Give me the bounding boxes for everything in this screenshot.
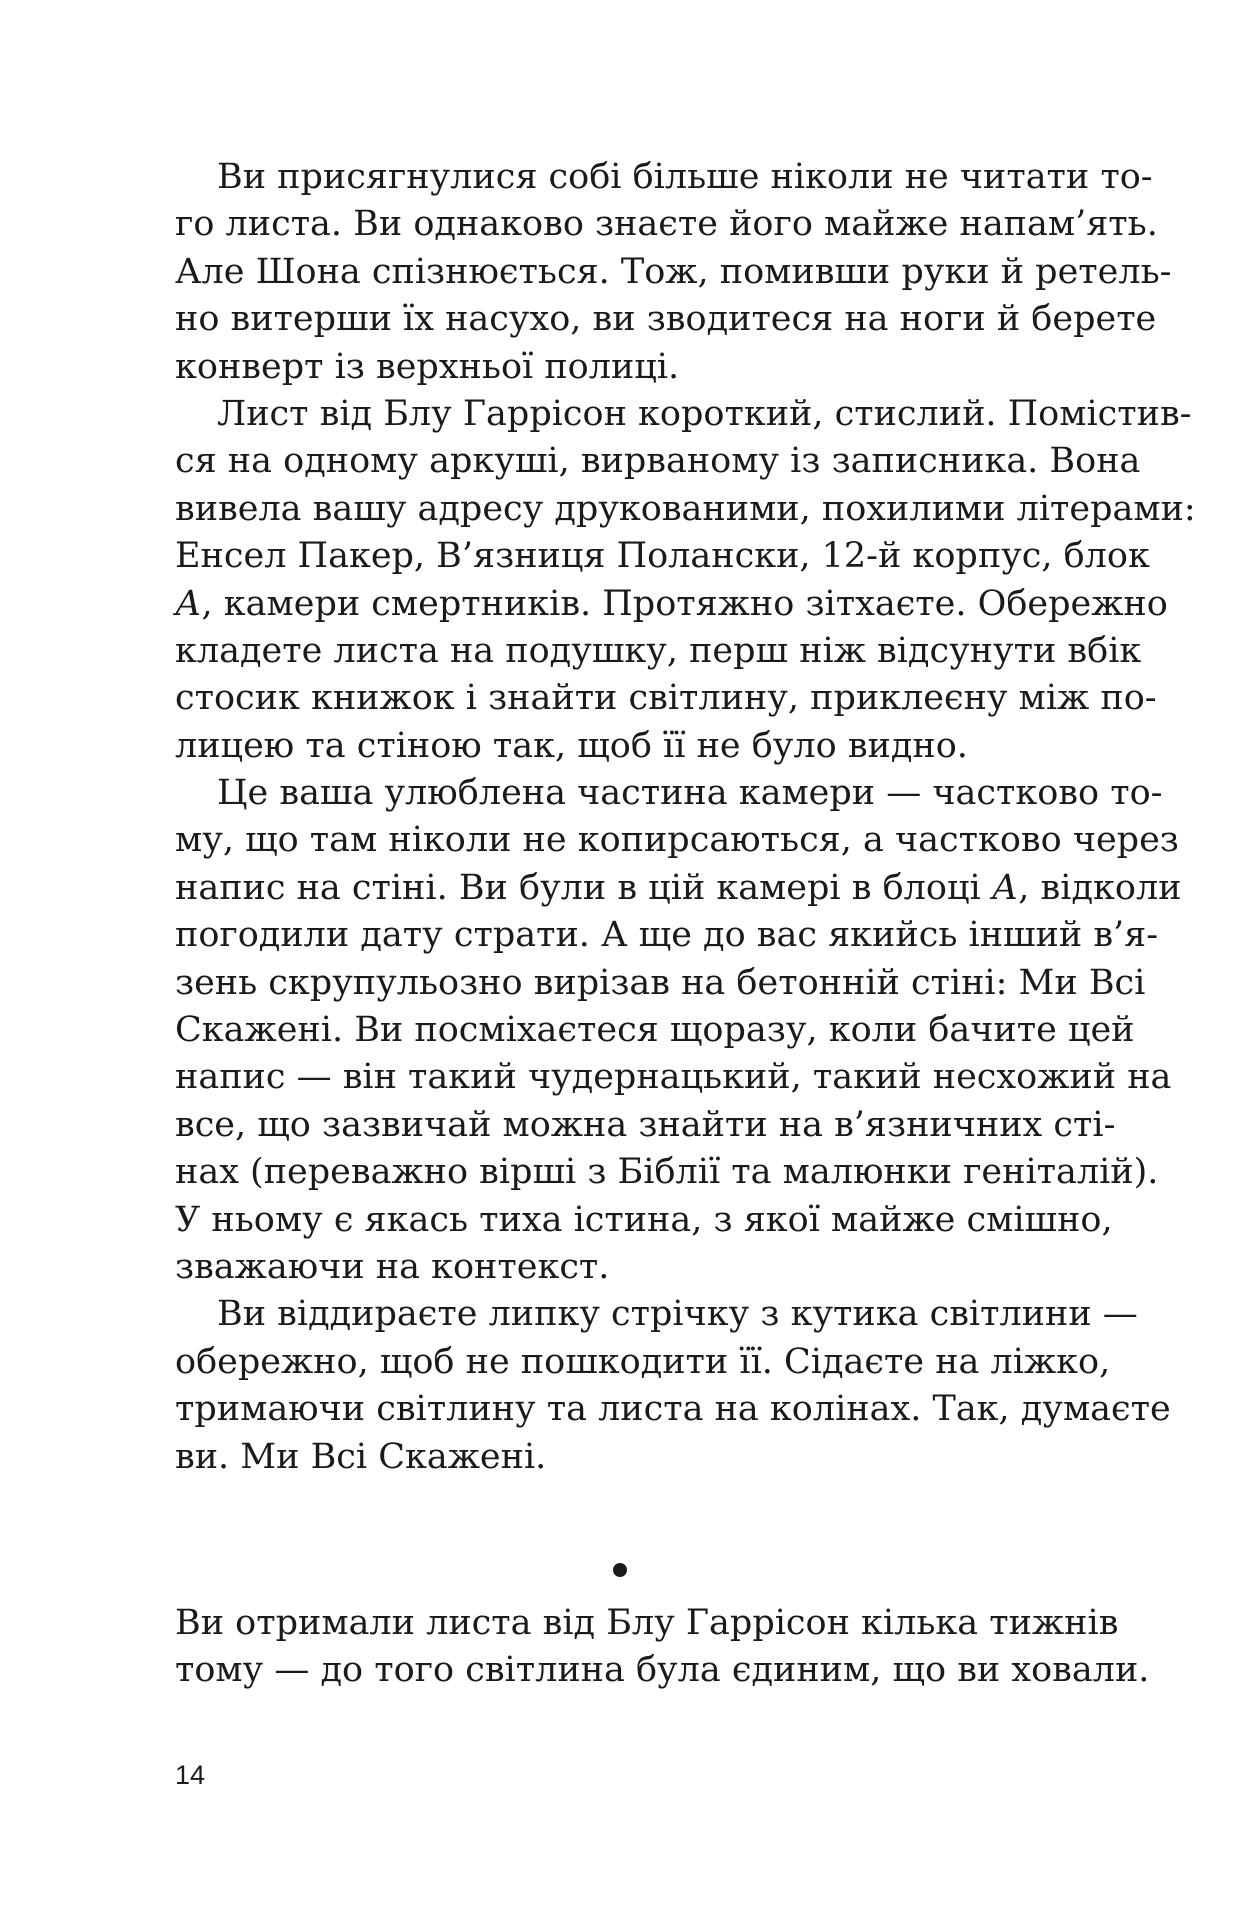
text-line: Енсел Пакер, В’язниця Полански, 12-й корпус, блок xyxy=(175,536,1150,577)
text-fragment: напис на стіні. Ви були в цій камері в блоці xyxy=(175,867,992,908)
text-line: Але Шона спізнюється. Тож, помивши руки й ретель- xyxy=(175,251,1172,292)
text-line: зважаючи на контекст. xyxy=(175,1246,610,1287)
text-line: нах (переважно вірші з Біблії та малюнки геніталій). xyxy=(175,1152,1159,1193)
text-line: Лист від Блу Гаррісон короткий, стислий. Помістив- xyxy=(217,393,1192,434)
text-line: Ви отримали листа від Блу Гаррісон кілька тижнів xyxy=(175,1603,1119,1643)
text-line: стосик книжок і знайти світлину, приклеєну між по- xyxy=(175,678,1157,719)
text-line: Це ваша улюблена частина камери — частково то- xyxy=(217,773,1163,814)
italic-letter: А xyxy=(175,583,202,624)
text-line: но витерши їх насухо, ви зводитеся на ноги й берете xyxy=(175,299,1157,340)
body-text-continued xyxy=(175,1600,1150,1695)
text-line: все, що зазвичай можна знайти на в’язничних сті- xyxy=(175,1104,1116,1145)
text-line: вивела вашу адресу друкованими, похилими літерами: xyxy=(175,488,1196,529)
text-line: ся на одному аркуші, вирваному із записника. Вона xyxy=(175,441,1141,482)
section-break-dot xyxy=(613,1563,627,1577)
text-line: кладете листа на подушку, перш ніж відсунути вбік xyxy=(175,630,1142,671)
body-text xyxy=(175,154,1196,1481)
text-line: Ви віддираєте липку стрічку з кутика світлини — xyxy=(217,1294,1138,1335)
text-fragment: , камери смертників. Протяжно зітхаєте. Обережно xyxy=(201,583,1168,624)
text-line: лицею та стіною так, щоб її не було видно. xyxy=(175,725,968,766)
text-fragment: , відколи xyxy=(1018,867,1182,908)
italic-letter: А xyxy=(991,867,1019,908)
text-line: У ньому є якась тиха істина, з якої майже смішно, xyxy=(175,1199,1113,1240)
page-number: 14 xyxy=(175,1760,206,1790)
text-line: тримаючи світлину та листа на колінах. Так, думаєте xyxy=(175,1389,1171,1430)
text-line: му, що там ніколи не копирсаються, а частково через xyxy=(175,820,1179,861)
text-line: Скажені. Ви посміхаєтеся щоразу, коли бачите цей xyxy=(175,1010,1135,1051)
text-line xyxy=(175,865,1182,912)
text-line: напис — він такий чудернацький, такий несхожий на xyxy=(175,1057,1172,1098)
text-line: обережно, щоб не пошкодити її. Сідаєте на ліжко, xyxy=(175,1341,1111,1382)
text-line: зень скрупульозно вирізав на бетонній стіні: Ми Всі xyxy=(175,962,1146,1003)
text-line xyxy=(175,581,1168,628)
text-line: конверт із верхньої полиці. xyxy=(175,346,680,387)
text-line: погодили дату страти. А ще до вас якийсь інший в’я- xyxy=(175,915,1159,956)
text-line: ви. Ми Всі Скажені. xyxy=(175,1436,547,1477)
text-line: Ви присягнулися собі більше ніколи не читати то- xyxy=(217,157,1153,197)
text-line: тому — до того світлина була єдиним, що ви ховали. xyxy=(175,1650,1150,1691)
text-line: го листа. Ви однаково знаєте його майже напам’ять. xyxy=(175,204,1158,245)
